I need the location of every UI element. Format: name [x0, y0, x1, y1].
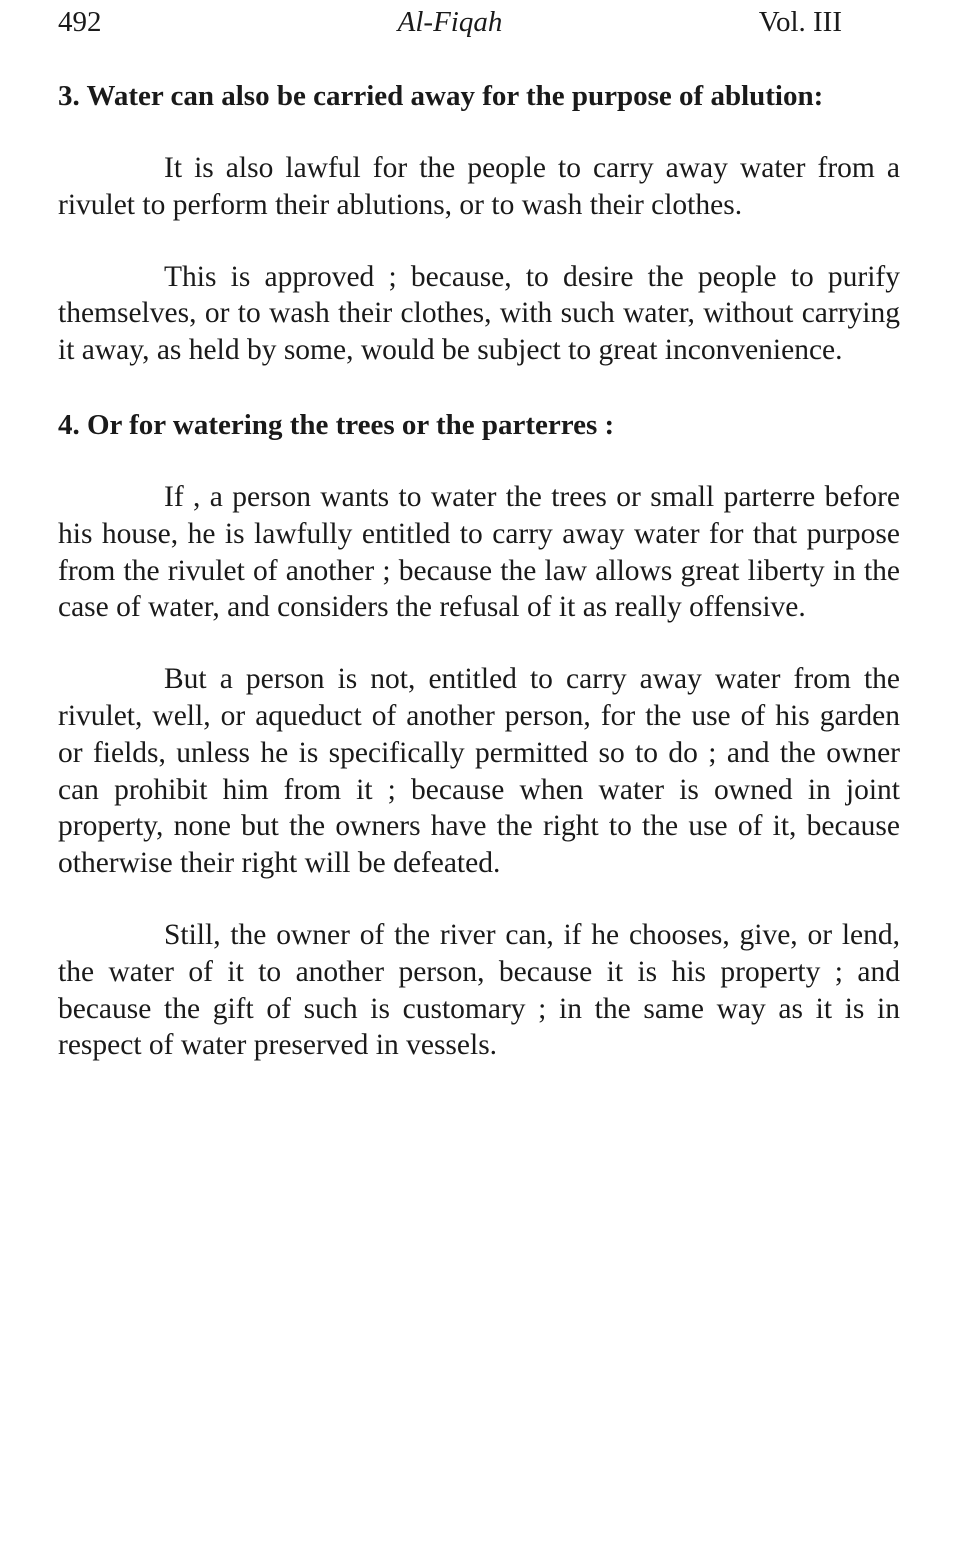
section-heading-3: 3. Water can also be carried away for the purpose of ablution:	[58, 80, 824, 112]
section-heading-4: 4. Or for watering the trees or the parterres :	[58, 408, 615, 441]
page-number: 492	[58, 6, 102, 38]
body-text	[58, 74, 900, 1064]
paragraph: But a person is not, entitled to carry away water from the rivulet, well, or aqueduct of another person, for the use of his garden or fields, unless he is specifically permitted so to do ; and the owner can prohibit him from it ; because when water is owned in joint property, none but the owners have the right to the use of it, because otherwise their right will be defeated.	[58, 663, 900, 880]
paragraph: Still, the owner of the river can, if he chooses, give, or lend, the water of it to another person, because it is his property ; and because the gift of such is customary ; in the same way as it is in respect of water preserved in vessels.	[58, 918, 900, 1062]
paragraph: This is approved ; because, to desire the people to purify themselves, or to wash their clothes, with such water, without carrying it away, as held by some, would be subject to great inconvenience.	[58, 260, 900, 367]
running-head	[58, 2, 842, 42]
paragraph: If , a person wants to water the trees or small parterre before his house, he is lawfully entitled to carry away water for that purpose from the rivulet of another ; because the law allows great liberty in the case of water, and considers the refusal of it as really offensive.	[58, 480, 900, 624]
book-title: Al-Fiqah	[397, 6, 503, 38]
volume-label: Vol. III	[758, 6, 842, 38]
paragraph: It is also lawful for the people to carry away water from a rivulet to perform their ablutions, or to wash their clothes.	[58, 152, 900, 221]
